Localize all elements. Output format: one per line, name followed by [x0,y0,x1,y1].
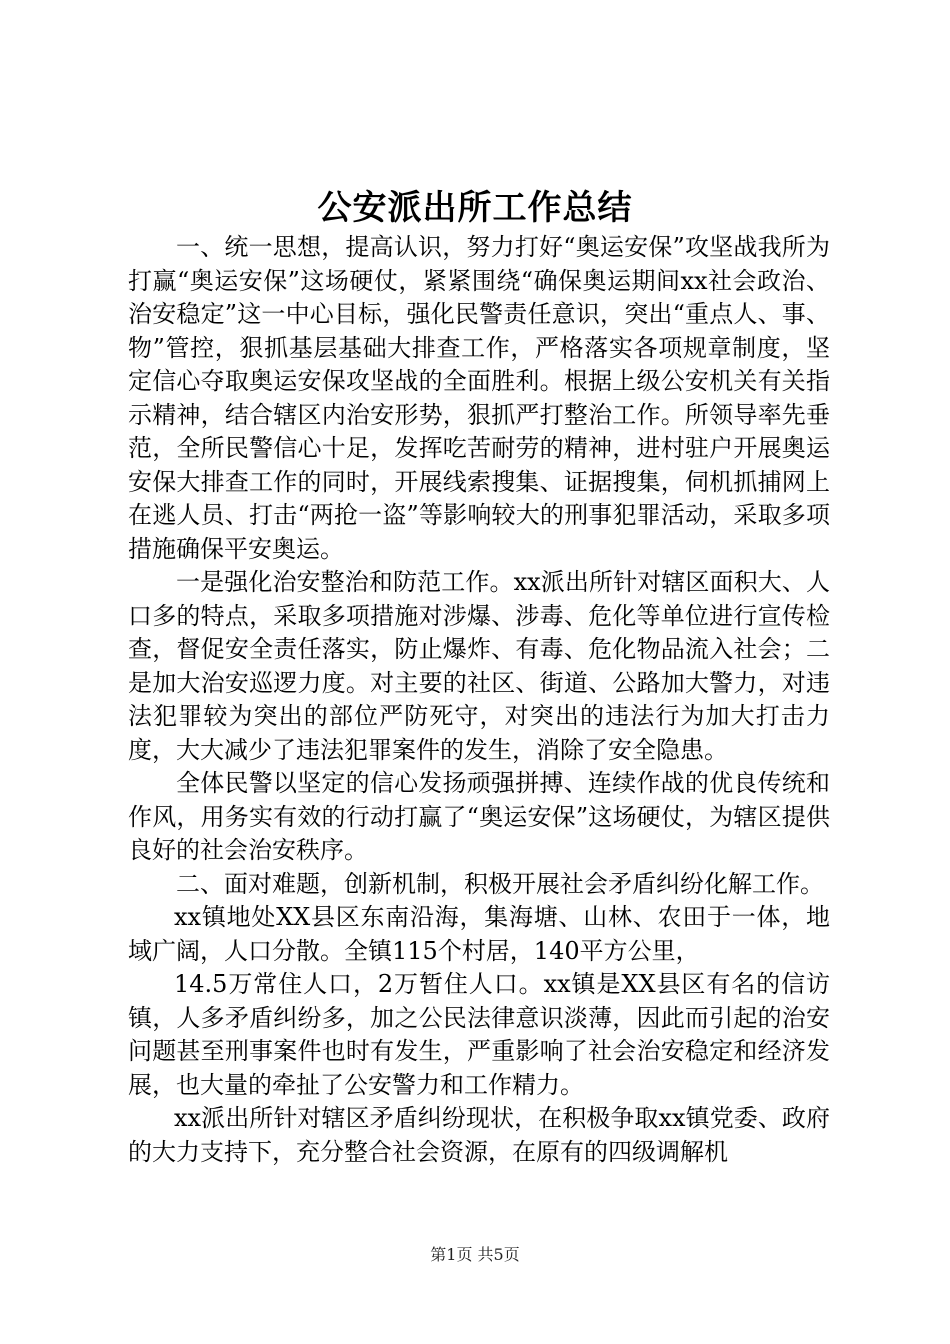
paragraph-7: xx派出所针对辖区矛盾纠纷现状，在积极争取xx镇党委、政府的大力支持下，充分整合社会资源，在原有的四级调解机 [128,1104,830,1166]
page-number-footer: 第1页 共5页 [430,1245,520,1264]
paragraph-4: 二、面对难题，创新机制，积极开展社会矛盾纠纷化解工作。 [176,869,824,898]
paragraph-1: 一、统一思想，提高认识，努力打好“奥运安保”攻坚战我所为打赢“奥运安保”这场硬仗，紧紧围绕“确保奥运期间xx社会政治、治安稳定”这一中心目标，强化民警责任意识，突出“重点人、事、物”管控，狠抓基层基础大排查工作，严格落实各项规章制度，坚定信心夺取奥运安保攻坚战的全面胜利。根据上级公安机关有关指示精神，结合辖区内治安形势，狠抓严打整治工作。所领导率先垂范，全所民警信心十足，发挥吃苦耐劳的精神，进村驻户开展奥运安保大排查工作的同时，开展线索搜集、证据搜集，伺机抓捕网上在逃人员、打击“两抢一盗”等影响较大的刑事犯罪活动，采取多项措施确保平安奥运。 [128,233,830,563]
paragraph-2: 一是强化治安整治和防范工作。xx派出所针对辖区面积大、人口多的特点，采取多项措施对涉爆、涉毒、危化等单位进行宣传检查，督促安全责任落实，防止爆炸、有毒、危化物品流入社会；二是加大治安巡逻力度。对主要的社区、街道、公路加大警力，对违法犯罪较为突出的部位严防死守，对突出的违法行为加大打击力度，大大减少了违法犯罪案件的发生，消除了安全隐患。 [128,568,830,764]
paragraph-6: 14.5万常住人口，2万暂住人口。xx镇是XX县区有名的信访镇，人多矛盾纠纷多，加之公民法律意识淡薄，因此而引起的治安问题甚至刑事案件也时有发生，严重影响了社会治安稳定和经济发展，也大量的牵扯了公安警力和工作精力。 [128,970,830,1099]
paragraph-5: xx镇地处XX县区东南沿海，集海塘、山林、农田于一体，地域广阔，人口分散。全镇115个村居，140平方公里， [128,903,830,965]
document-title: 公安派出所工作总结 [317,188,633,228]
document-body [128,231,830,1169]
paragraph-3: 全体民警以坚定的信心发扬顽强拼搏、连续作战的优良传统和作风，用务实有效的行动打赢了“奥运安保”这场硬仗，为辖区提供良好的社会治安秩序。 [128,769,830,864]
